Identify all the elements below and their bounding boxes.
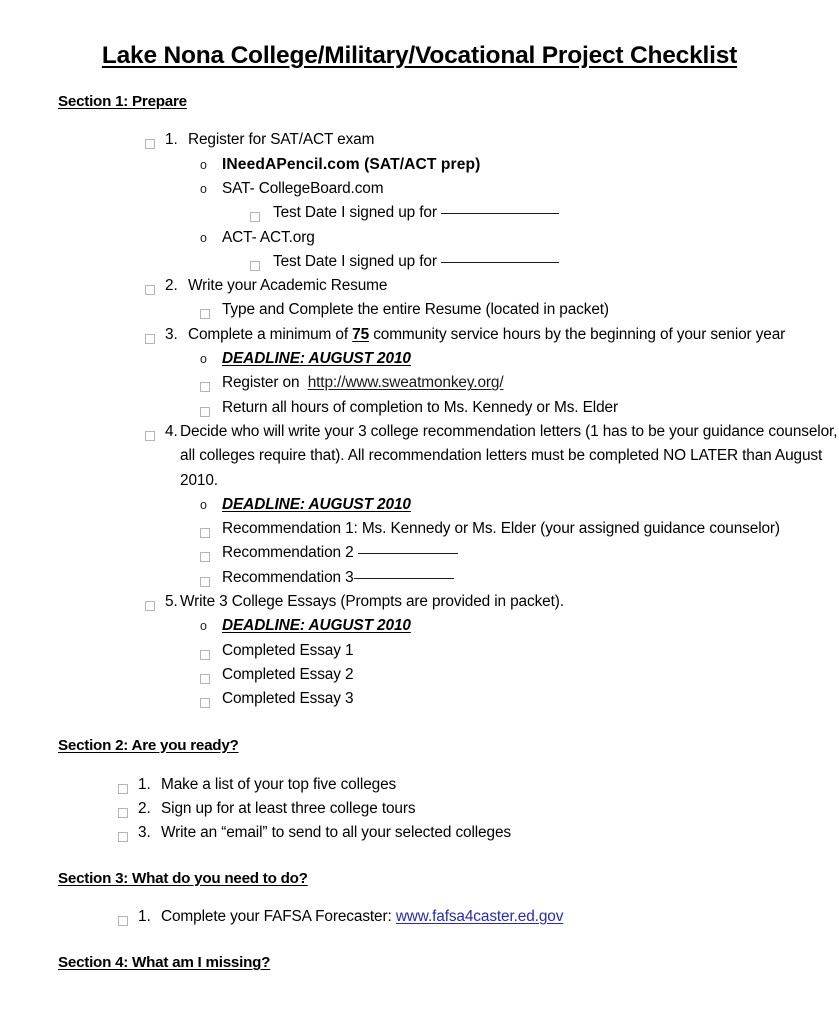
- completed-essay-3-label: Completed Essay 3: [222, 690, 354, 708]
- item3-text-before: Complete a minimum of: [188, 325, 353, 343]
- checkbox-empty-icon[interactable]: [200, 687, 222, 711]
- completed-essay-1-label: Completed Essay 1: [222, 641, 354, 659]
- list-item[interactable]: [0, 420, 839, 493]
- list-item[interactable]: [0, 687, 839, 711]
- checkbox-empty-icon[interactable]: [200, 396, 222, 420]
- list-item[interactable]: [0, 541, 839, 565]
- checkbox-empty-icon[interactable]: [118, 821, 138, 845]
- list-item[interactable]: [0, 153, 839, 177]
- register-label: Register on: [222, 374, 300, 392]
- recommendation-3-blank[interactable]: [354, 578, 454, 579]
- checkbox-empty-icon[interactable]: [200, 517, 222, 541]
- section-3-list: [0, 888, 839, 929]
- list-item[interactable]: [0, 250, 839, 274]
- list-item[interactable]: [0, 298, 839, 322]
- fafsa-label: Complete your FAFSA Forecaster:: [161, 907, 392, 925]
- section-2-heading: Section 2: Are you ready?: [58, 736, 239, 754]
- checkbox-empty-icon[interactable]: [200, 566, 222, 590]
- list-item[interactable]: [0, 517, 839, 541]
- list-item-number: 1.: [138, 907, 151, 925]
- page-title: Lake Nona College/Military/Vocational Project Checklist: [101, 42, 738, 69]
- sat-test-date-blank[interactable]: [441, 213, 559, 214]
- list-item[interactable]: [0, 396, 839, 420]
- item3-text-after: community service hours by the beginning of your senior year: [369, 325, 786, 343]
- list-item[interactable]: [0, 639, 839, 663]
- list-item[interactable]: [0, 614, 839, 638]
- list-item[interactable]: [0, 590, 839, 614]
- checkbox-empty-icon[interactable]: [200, 371, 222, 395]
- act-label: ACT- ACT.org: [222, 228, 315, 246]
- list-item-label: Write your Academic Resume: [188, 277, 388, 295]
- deadline-label: DEADLINE: AUGUST 2010: [222, 350, 411, 368]
- checkbox-empty-icon[interactable]: [200, 663, 222, 687]
- list-item[interactable]: [0, 663, 839, 687]
- list-item[interactable]: [0, 905, 839, 929]
- section-1-heading: Section 1: Prepare: [58, 93, 187, 111]
- circle-bullet-icon: o: [200, 497, 207, 512]
- circle-bullet-icon: o: [200, 352, 207, 367]
- section-3-heading: Section 3: What do you need to do?: [58, 869, 308, 887]
- list-item-label: Register for SAT/ACT exam: [188, 131, 375, 149]
- section-2-list: [0, 755, 839, 846]
- list-item-label: Write 3 College Essays (Prompts are provided in packet).: [180, 593, 564, 611]
- recommendation-3-row: [222, 566, 839, 590]
- checkbox-empty-icon[interactable]: [145, 590, 165, 614]
- list-item[interactable]: [0, 371, 839, 395]
- checkbox-empty-icon[interactable]: [145, 128, 165, 152]
- list-item-number: 4.: [165, 422, 178, 440]
- list-item[interactable]: [0, 323, 839, 347]
- list-item-label: Write an “email” to send to all your selected colleges: [161, 824, 511, 842]
- section-4-heading: Section 4: What am I missing?: [58, 954, 271, 972]
- sat-collegeboard-label: SAT- CollegeBoard.com: [222, 180, 384, 197]
- list-item[interactable]: [0, 274, 839, 298]
- list-item[interactable]: [0, 226, 839, 250]
- list-item-number: 1.: [165, 131, 178, 149]
- checkbox-empty-icon[interactable]: [145, 420, 165, 444]
- list-item-label: Decide who will write your 3 college recommendation letters (1 has to be your guidance counselor, all colleges require that). All recommendation letters must be completed NO LATER than August 2010.: [180, 422, 838, 489]
- recommendation-2-label: Recommendation 2: [222, 544, 354, 562]
- circle-bullet-icon: o: [200, 230, 207, 245]
- circle-bullet-icon: o: [200, 619, 207, 634]
- fafsa4caster-link[interactable]: www.fafsa4caster.ed.gov: [395, 907, 564, 925]
- deadline-label: DEADLINE: AUGUST 2010: [222, 617, 411, 635]
- list-item-number: 2.: [138, 800, 151, 818]
- list-item[interactable]: [0, 797, 839, 821]
- completed-essay-2-label: Completed Essay 2: [222, 665, 354, 683]
- list-item-label: Sign up for at least three college tours: [161, 800, 416, 818]
- list-item-number: 5.: [165, 593, 178, 611]
- list-item-label: [188, 323, 839, 347]
- checkbox-empty-icon[interactable]: [200, 298, 222, 322]
- return-hours-label: Return all hours of completion to Ms. Kennedy or Ms. Elder: [222, 398, 618, 416]
- sat-test-date-label: Test Date I signed up for: [273, 204, 437, 222]
- list-item[interactable]: [0, 566, 839, 590]
- list-item[interactable]: [0, 347, 839, 371]
- recommendation-3-label: Recommendation 3: [222, 568, 354, 586]
- list-item[interactable]: [0, 493, 839, 517]
- list-item[interactable]: [0, 128, 839, 152]
- list-item-number: 3.: [165, 325, 178, 343]
- checkbox-empty-icon[interactable]: [118, 905, 138, 929]
- list-item-number: 1.: [138, 775, 151, 793]
- list-item-number: 3.: [138, 824, 151, 842]
- type-resume-label: Type and Complete the entire Resume (located in packet): [222, 301, 609, 319]
- deadline-label: DEADLINE: AUGUST 2010: [222, 495, 411, 513]
- register-row: [222, 371, 839, 395]
- checkbox-empty-icon[interactable]: [118, 773, 138, 797]
- list-item[interactable]: [0, 177, 839, 201]
- recommendation-2-blank[interactable]: [358, 553, 458, 554]
- service-hours-count: 75: [352, 325, 370, 343]
- checkbox-empty-icon[interactable]: [250, 250, 273, 274]
- list-item[interactable]: [0, 201, 839, 225]
- checkbox-empty-icon[interactable]: [145, 323, 165, 347]
- sat-test-date-row: [273, 201, 839, 225]
- list-item-number: 2.: [165, 277, 178, 295]
- ineedapencil-label: INeedAPencil.com (SAT/ACT prep): [222, 155, 481, 173]
- section-1-list: [0, 111, 839, 711]
- recommendation-2-row: [222, 541, 839, 565]
- list-item[interactable]: [0, 773, 839, 797]
- act-test-date-row: [273, 250, 839, 274]
- circle-bullet-icon: o: [200, 157, 207, 172]
- act-test-date-blank[interactable]: [441, 262, 559, 263]
- list-item[interactable]: [0, 821, 839, 845]
- checkbox-empty-icon[interactable]: [200, 639, 222, 663]
- checkbox-empty-icon[interactable]: [200, 541, 222, 565]
- sweatmonkey-link[interactable]: http://www.sweatmonkey.org/: [307, 374, 504, 392]
- checkbox-empty-icon[interactable]: [250, 201, 273, 225]
- checkbox-empty-icon[interactable]: [118, 797, 138, 821]
- recommendation-1-label: Recommendation 1: Ms. Kennedy or Ms. Elder (your assigned guidance counselor): [222, 520, 780, 538]
- fafsa-row: [161, 905, 839, 929]
- list-item-label: Make a list of your top five colleges: [161, 775, 397, 793]
- checkbox-empty-icon[interactable]: [145, 274, 165, 298]
- circle-bullet-icon: o: [200, 182, 207, 196]
- act-test-date-label: Test Date I signed up for: [273, 252, 437, 270]
